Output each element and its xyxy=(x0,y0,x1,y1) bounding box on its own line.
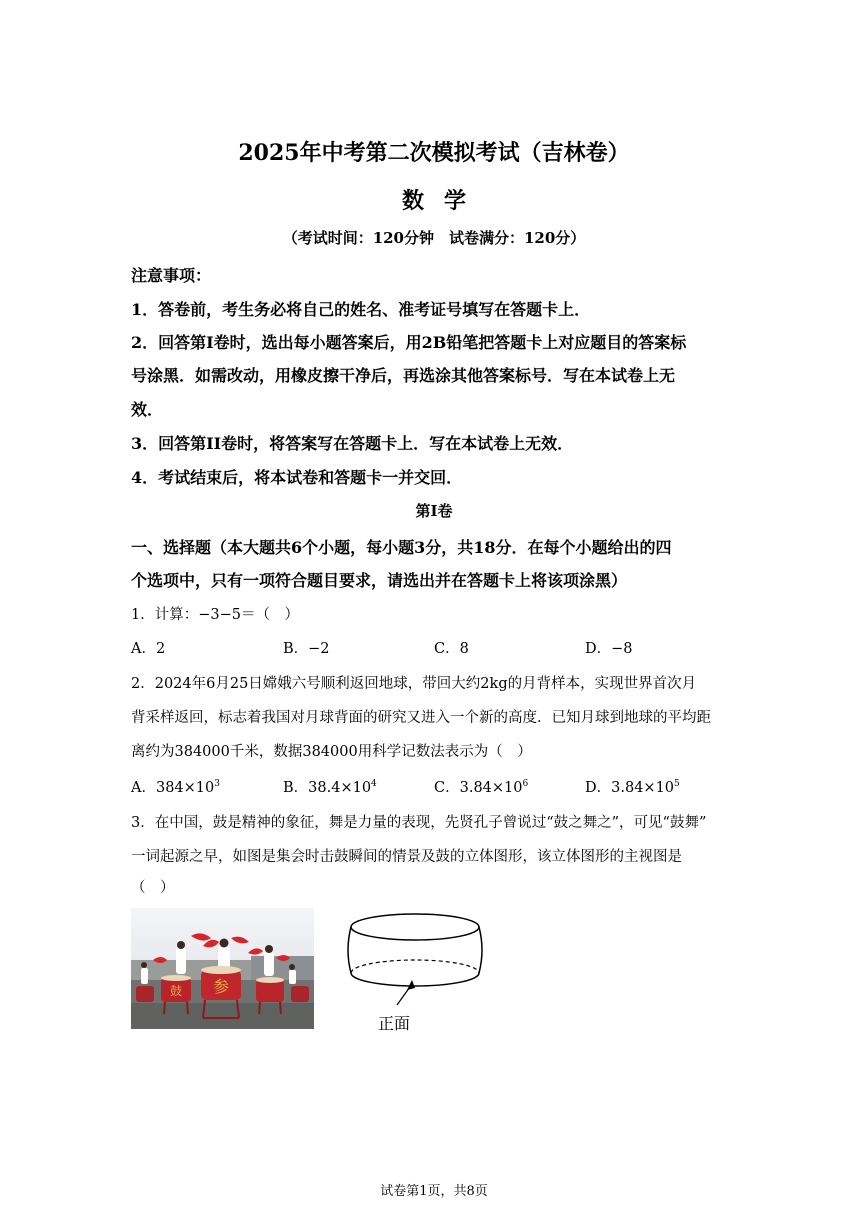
q1-option-c: C．8 xyxy=(434,641,469,657)
exam-info: （考试时间：120分钟 试卷满分：120分） xyxy=(282,229,586,247)
q2-line-3: 离约为384000千米，数据384000用科学记数法表示为（ ） xyxy=(131,744,532,760)
note-2-line-1: 2．回答第Ⅰ卷时，选出每小题答案后，用2B铅笔把答题卡上对应题目的答案标 xyxy=(131,333,687,352)
q1-option-d: D．−8 xyxy=(585,641,633,657)
q2-line-2: 背采样返回，标志着我国对月球背面的研究又进入一个新的高度．已知月球到地球的平均距 xyxy=(131,710,711,726)
q1-option-a: A．2 xyxy=(131,641,166,657)
front-label: 正面 xyxy=(378,1014,411,1033)
q2-option-d: D．$3.84\times 10^5$ xyxy=(585,779,680,796)
note-4: 4．考试结束后，将本试卷和答题卡一并交回． xyxy=(131,468,463,487)
volume-label: 第Ⅰ卷 xyxy=(415,502,453,520)
notes-heading: 注意事项： xyxy=(131,266,212,285)
svg-text:参: 参 xyxy=(212,977,230,996)
section-heading-line-2: 个选项中，只有一项符合题目要求，请选出并在答题卡上将该项涂黑） xyxy=(131,571,628,590)
drum-performance-photo xyxy=(131,908,314,1029)
note-2-line-3: 效． xyxy=(131,400,164,419)
note-3: 3．回答第II卷时，将答案写在答题卡上．写在本试卷上无效． xyxy=(131,434,574,453)
q3-line-3: （ ） xyxy=(131,880,175,896)
drum-3d-figure xyxy=(345,910,485,1035)
exam-title: 2025年中考第二次模拟考试（吉林卷） xyxy=(238,140,630,166)
page-footer: 试卷第1页，共8页 xyxy=(380,1184,488,1199)
q2-option-c: C．$3.84\times 10^6$ xyxy=(434,779,529,796)
svg-text:鼓: 鼓 xyxy=(169,984,183,998)
section-heading-line-1: 一、选择题（本大题共6个小题，每小题3分，共18分．在每个小题给出的四 xyxy=(131,538,672,557)
q3-line-1: 3．在中国，鼓是精神的象征，舞是力量的表现，先贤孔子曾说过“鼓之舞之”，可见“鼓舞” xyxy=(131,815,707,831)
subject-title: 数学 xyxy=(401,188,486,214)
q2-option-a: A．$384\times 10^3$ xyxy=(131,779,220,796)
q2-line-1: 2．2024年6月25日嫦娥六号顺利返回地球，带回大约2kg的月背样本，实现世界首次月 xyxy=(131,676,697,692)
q3-line-2: 一词起源之早，如图是集会时击鼓瞬间的情景及鼓的立体图形，该立体图形的主视图是 xyxy=(131,849,682,865)
q1-option-b: B．−2 xyxy=(283,641,330,657)
note-1: 1．答卷前，考生务必将自己的姓名、准考证号填写在答题卡上． xyxy=(131,300,591,319)
q1-stem: 1．计算：−3−5＝（ ） xyxy=(131,607,299,623)
note-2-line-2: 号涂黑．如需改动，用橡皮擦干净后，再选涂其他答案标号．写在本试卷上无 xyxy=(131,366,676,385)
q2-option-b: B．$38.4\times 10^4$ xyxy=(283,779,377,796)
